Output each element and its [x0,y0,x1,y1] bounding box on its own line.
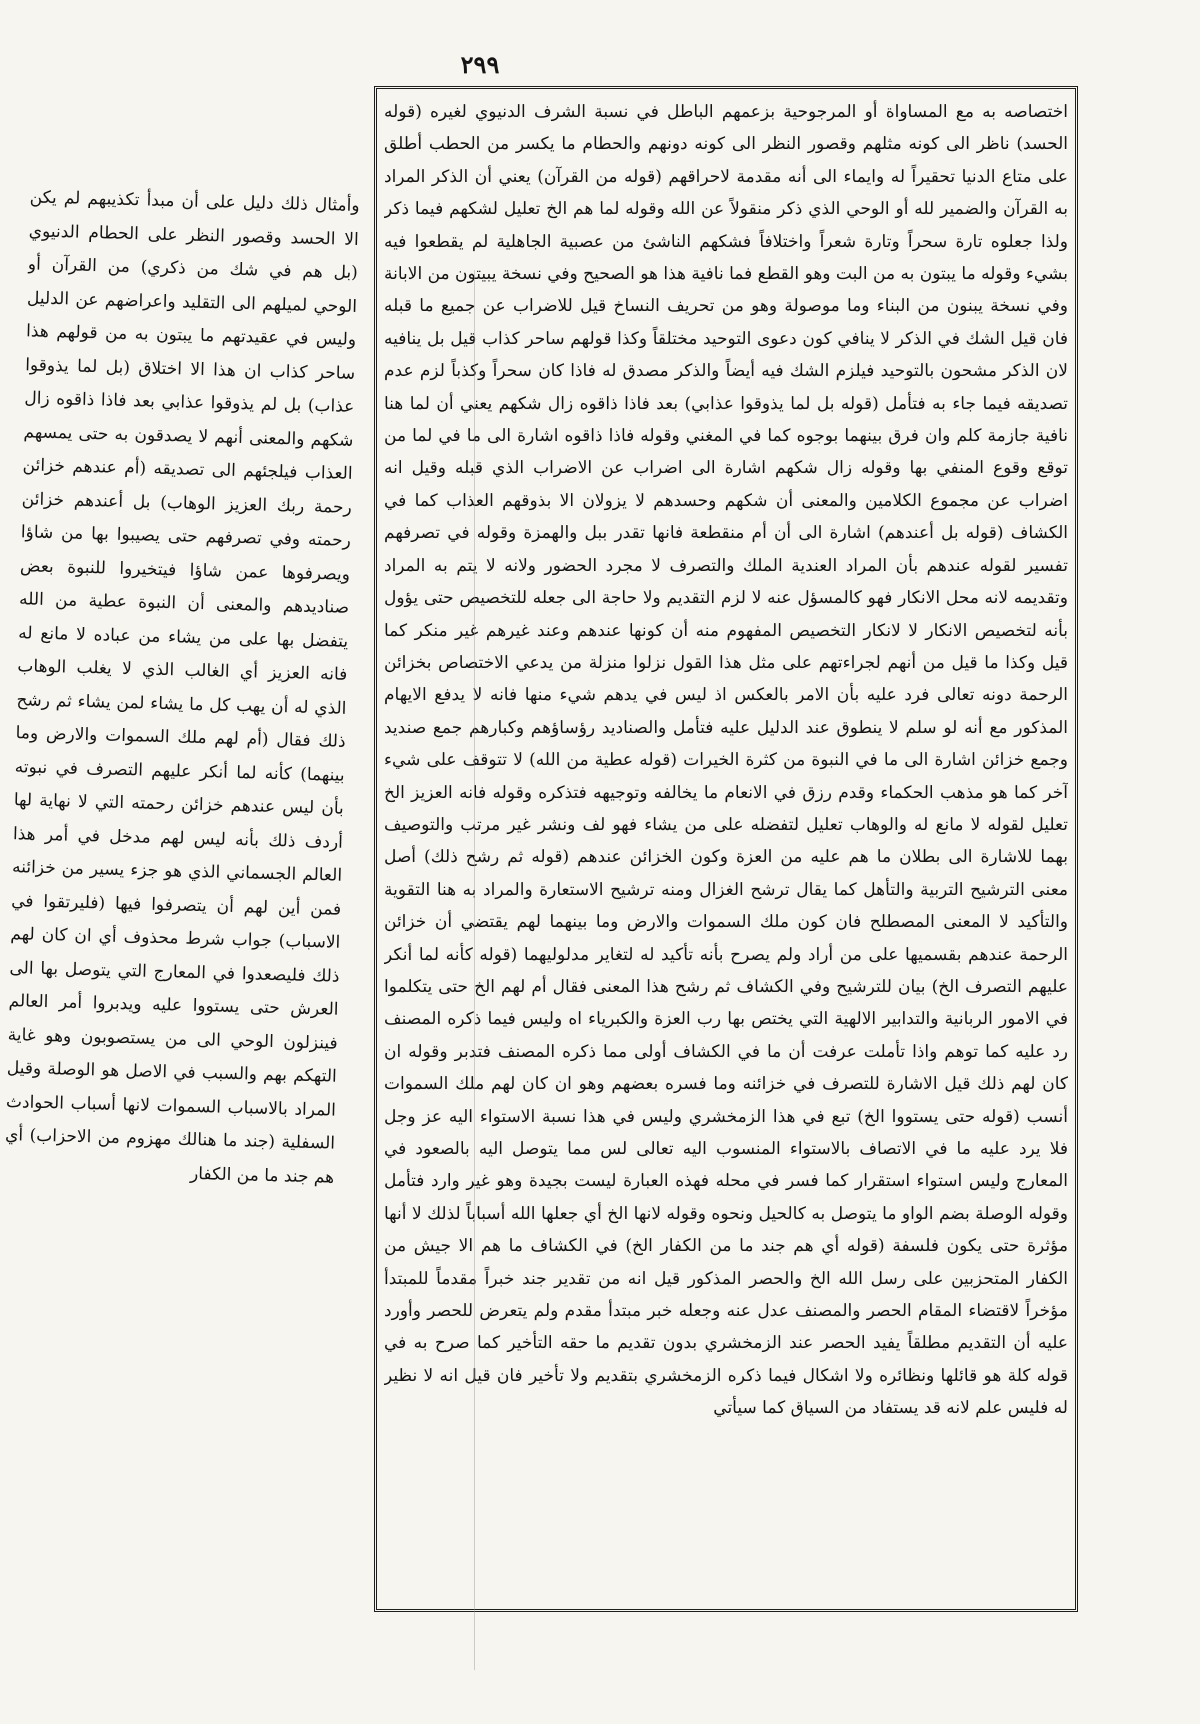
scan-gutter-line [474,270,475,1670]
page-number: ٢٩٩ [460,50,500,79]
main-commentary-text: اختصاصه به مع المساواة أو المرجوحية بزعمهم الباطل في نسبة الشرف الدنيوي لغيره (قوله الحسد) ناظر الى كونه مثلهم وقصور النظر الى كونه دونهم والحطام ما يكسر من الحطب أطلق على متاع الدنيا تحقيراً له وايماء الى أنه مقدمة لاحراقهم (قوله من القرآن) يعني أن الذكر المراد به القرآن والضمير لله أو الوحي الذي ذكر منقولاً عن الله وقوله لما هم الخ تعليل لشكهم فيما ذكر ولذا جعلوه تارة سحراً وتارة شعراً واختلافاً فشكهم الناشئ من عصبية الجاهلية لم يقطعوا فيه بشيء وقوله ما يبتون به من البت وهو القطع فما نافية هذا هو الصحيح وفي نسخة يبيتون من الابانة وفي نسخة يبنون من البناء وما موصولة وهو من تحريف النساخ قيل للاضراب عن جميع ما قبله فان قيل الشك في الذكر لا ينافي كون دعوى التوحيد مختلقاً وكذا قولهم ساحر كذاب قيل بل ينافيه لان الذكر مشحون بالتوحيد فيلزم الشك فيه أيضاً والذكر مصدق له فاذا كان سحراً وكذباً لزم عدم تصديقه فيما جاء به فتأمل (قوله بل لما يذوقوا عذابي) بعد فاذا ذاقوه زال شكهم يعني أن لما هنا نافية جازمة كلم وان فرق بينهما بوجوه كما في المغني وقوله فاذا ذاقوه اشارة الى ما في لما من توقع وقوع المنفي بها وقوله زال شكهم اشارة الى اضراب عن الاضراب الذي قبله وقيل انه اضراب عن مجموع الكلامين والمعنى أن شكهم وحسدهم لا يزولان الا بذوقهم العذاب كما في الكشاف (قوله بل أعندهم) اشارة الى أن أم منقطعة فانها تقدر ببل والهمزة وقوله في تصرفهم تفسير لقوله عندهم بأن المراد العندية الملك والتصرف لا مجرد الحضور ولانه لا يتم به المراد وتقديمه لانه محل الانكار فهو كالمسؤل عنه لا لزم التقديم ولا حاجة الى جعله للتخصيص حتى يؤول بأنه لتخصيص الانكار لا لانكار التخصيص المفهوم منه أن كونها عندهم وعند غيرهم غير منكر كما قيل وكذا ما قيل من أنهم لجراءتهم على مثل هذا القول نزلوا منزلة من يدعي الاختصاص بخزائن الرحمة دونه تعالى فرد عليه بأن الامر بالعكس اذ ليس في يدهم شيء منها فانه لا يدفع الايهام المذكور مع أنه لو سلم لا ينطوق عند الدليل عليه فتأمل والصناديد رؤساؤهم وكبارهم جمع صنديد وجمع خزائن اشارة الى ما في النبوة من كثرة الخيرات (قوله عطية من الله) لا تتوقف على شيء آخر كما هو مذهب الحكماء وقدم رزق في الانعام ما يخالفه وتوجيهه فتذكره وقوله فانه العزيز الخ تعليل لقوله لا مانع له والوهاب تعليل لتفضله على من يشاء فهو لف ونشر غير مرتب والتوصيف بهما للاشارة الى بطلان ما هم عليه من العزة وكون الخزائن عندهم (قوله ثم رشح ذلك) أصل معنى الترشيح التربية والتأهل كما يقال ترشح الغزال ومنه ترشيح الاستعارة والمراد به هنا التقوية والتأكيد لا المعنى المصطلح فان كون ملك السموات والارض وما بينهما لهم يقتضي أن خزائن الرحمة عندهم بقسميها على من أراد ولم يصرح بأنه تأكيد له لتغاير مدلوليهما (قوله كأنه لما أنكر عليهم التصرف الخ) بيان للترشيح وفي الكشاف ثم رشح هذا المعنى فقال أم لهم الخ حتى يتكلموا في الامور الربانية والتدابير الالهية التي يختص بها رب العزة والكبرياء اه وليس فيما ذكره المصنف رد عليه كما توهم واذا تأملت عرفت أن ما في الكشاف أولى مما ذكره المصنف فتدبر وقوله ان كان لهم ذلك قيل الاشارة للتصرف في خزائنه وما فسره بعضهم وهو ان كان لهم ملك السموات أنسب (قوله حتى يستووا الخ) تبع في هذا الزمخشري وليس في هذا نسبة الاستواء اليه عز وجل فلا يرد عليه ما في الاتصاف بالاستواء المنسوب اليه تعالى لس مما يتوصل اليه بالصعود في المعارج وليس استواء استقرار كما فسر في محله فهذه العبارة ليست بجيدة وهو غير وارد فتأمل وقوله الوصلة بضم الواو ما يتوصل به كالحيل ونحوه وقوله لانها الخ أي جعلها الله أسباباً لذلك لا أنها مؤثرة حتى يكون فلسفة (قوله أي هم جند ما من الكفار الخ) في الكشاف ما هم الا جيش من الكفار المتحزبين على رسل الله الخ والحصر المذكور قيل انه من تقدير جند خبراً مقدماً للمبتدأ مؤخراً لاقتضاء المقام الحصر والمصنف عدل عنه وجعله خبر مبتدأ مقدم ولم يتعرض للحصر وأورد عليه أن التقديم مطلقاً يفيد الحصر عند الزمخشري بدون تقديم ما حقه التأخير كما صرح به في قوله كلة هو قائلها ونظائره ولا اشكال فيما ذكره الزمخشري بتقديم ولا تأخير فان قيل انه لا نظير له فليس علم لانه قد يستفاد من السياق كما سيأتي [384,102,1068,1419]
margin-commentary-text: وأمثال ذلك دليل على أن مبدأ تكذيبهم لم يكن الا الحسد وقصور النظر على الحطام الدنيوي (بل هم في شك من ذكري) من القرآن أو الوحي لميلهم الى التقليد واعراضهم عن الدليل وليس في عقيدتهم ما يبتون به من قولهم هذا ساحر كذاب ان هذا الا اختلاق (بل لما يذوقوا عذاب) بل لم يذوقوا عذابي بعد فاذا ذاقوه زال شكهم والمعنى أنهم لا يصدقون به حتى يمسهم العذاب فيلجئهم الى تصديقه (أم عندهم خزائن رحمة ربك العزيز الوهاب) بل أعندهم خزائن رحمته وفي تصرفهم حتى يصيبوا بها من شاؤا ويصرفوها عمن شاؤا فيتخيروا للنبوة بعض صناديدهم والمعنى أن النبوة عطية من الله يتفضل بها على من يشاء من عباده لا مانع له فانه العزيز أي الغالب الذي لا يغلب الوهاب الذي له أن يهب كل ما يشاء لمن يشاء ثم رشح ذلك فقال (أم لهم ملك السموات والارض وما بينهما) كأنه لما أنكر عليهم التصرف في نبوته بأن ليس عندهم خزائن رحمته التي لا نهاية لها أردف ذلك بأنه ليس لهم مدخل في أمر هذا العالم الجسماني الذي هو جزء يسير من خزائنه فمن أين لهم أن يتصرفوا فيها (فليرتقوا في الاسباب) جواب شرط محذوف أي ان كان لهم ذلك فليصعدوا في المعارج التي يتوصل بها الى العرش حتى يستووا عليه ويدبروا أمر العالم فينزلون الوحي الى من يستصوبون وهو غاية التهكم بهم والسبب في الاصل هو الوصلة وقيل المراد بالاسباب السموات لانها أسباب الحوادث السفلية (جند ما هنالك مهزوم من الاحزاب) أي هم جند ما من الكفار [4,187,360,1188]
